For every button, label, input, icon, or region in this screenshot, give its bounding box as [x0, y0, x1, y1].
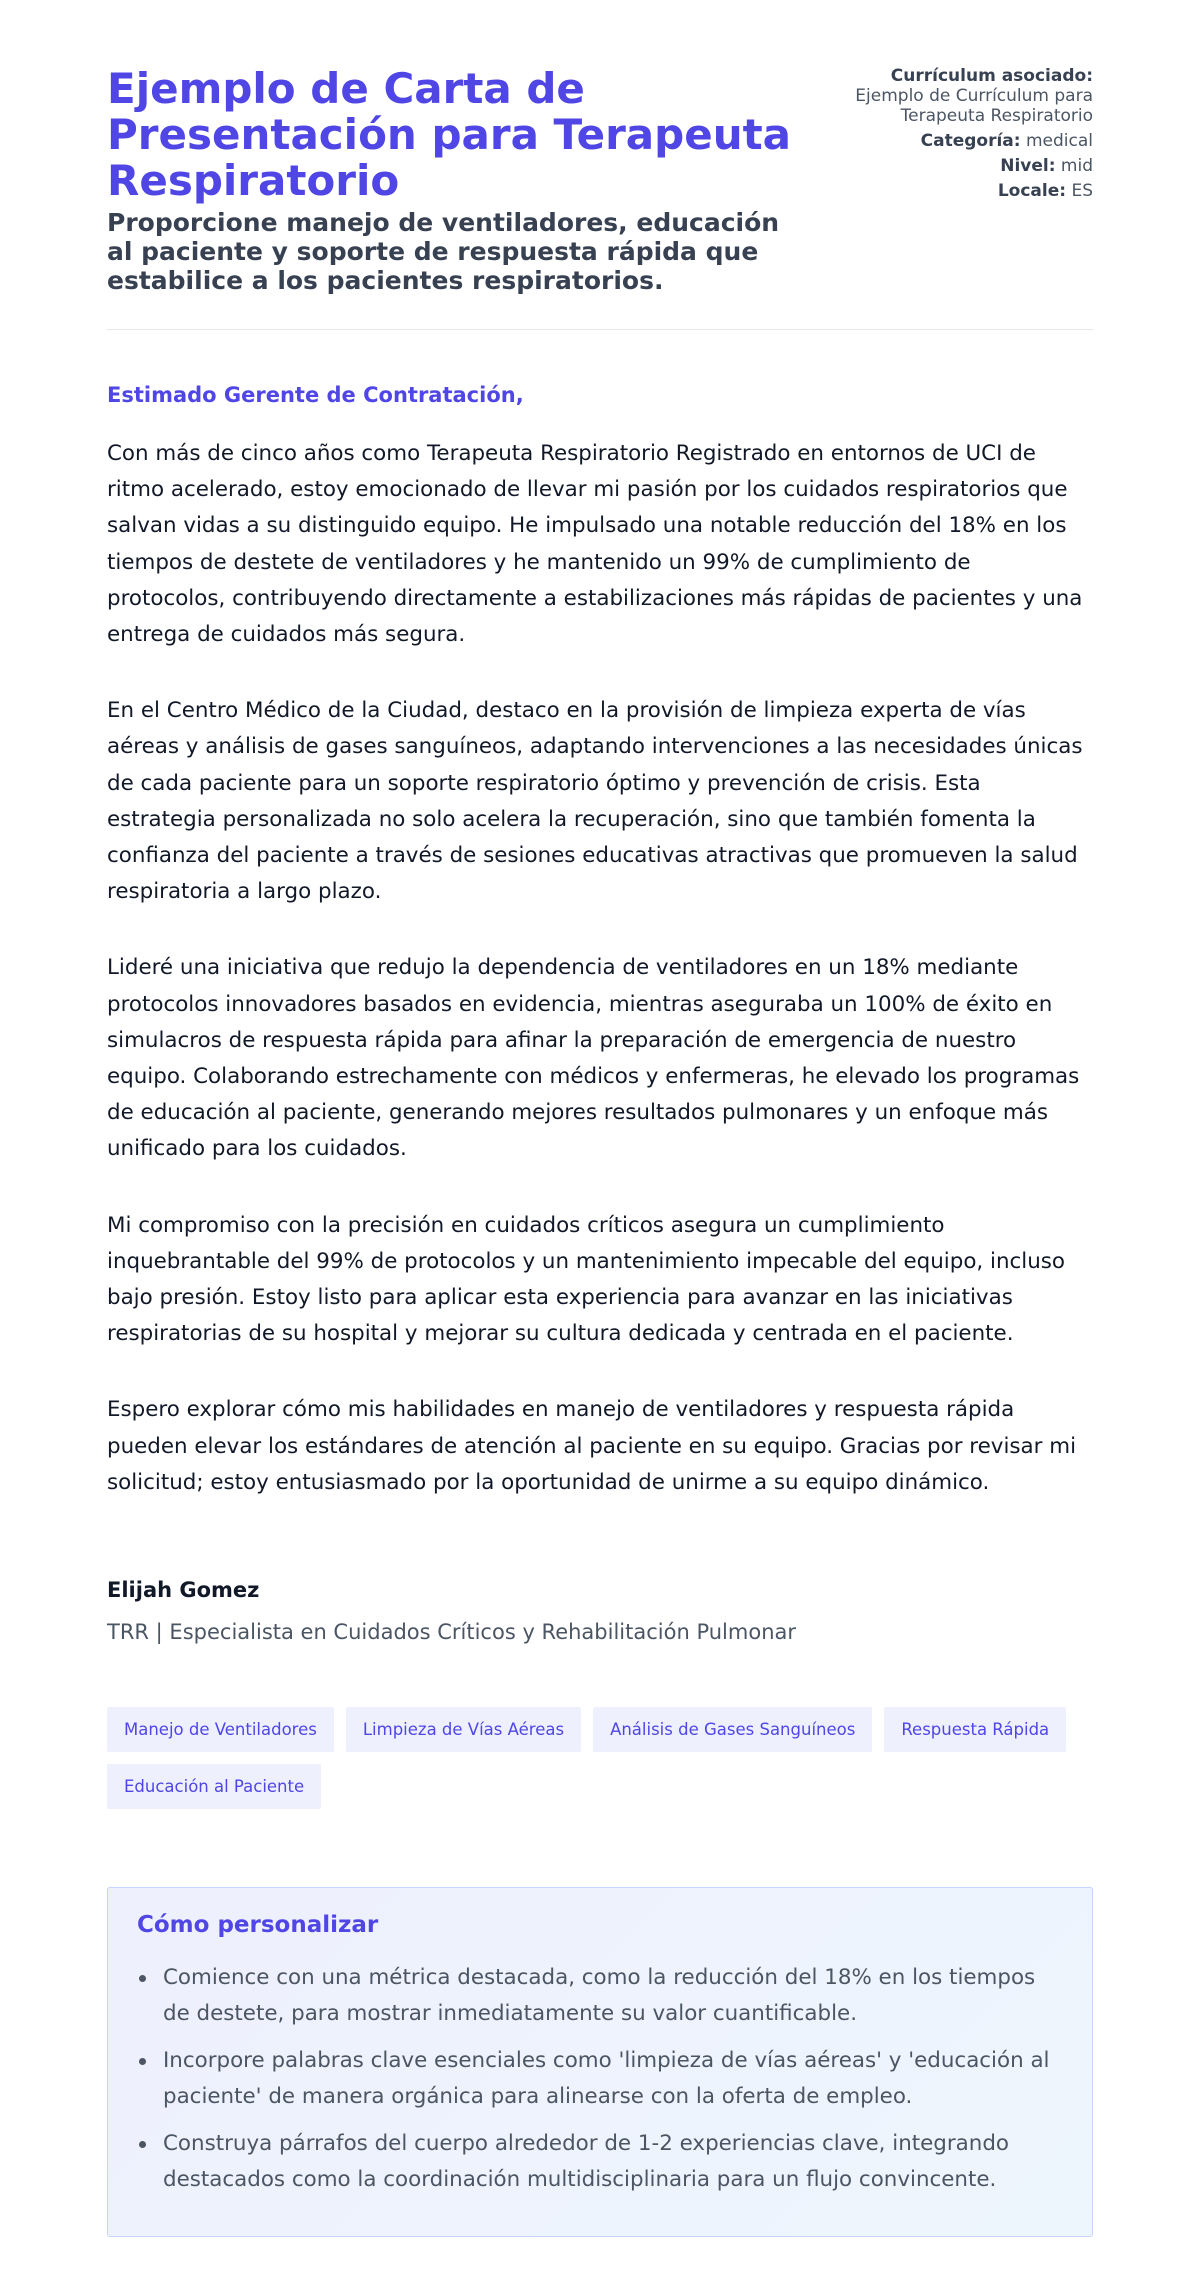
page-subtitle: Proporcione manejo de ventiladores, educación al paciente y soporte de respuesta rápida que estabilice a los pacientes respiratorios.	[107, 208, 780, 295]
metadata-panel	[813, 66, 1093, 206]
salutation: Estimado Gerente de Contratación,	[107, 383, 524, 407]
meta-locale-label: Locale:	[997, 181, 1067, 201]
letter-paragraph: Mi compromiso con la precisión en cuidados críticos asegura un cumplimiento inquebrantable del 99% de protocolos y un mantenimiento impecable del equipo, incluso bajo presión. Estoy listo para aplicar esta experiencia para avanzar en las iniciativas respiratorias de su hospital y mejorar su cultura dedicada y centrada en el paciente.	[107, 1212, 1065, 1347]
meta-locale	[813, 181, 1093, 201]
meta-resume-label: Currículum asociado:	[890, 66, 1093, 86]
header-title-block	[107, 66, 807, 295]
page-title: Ejemplo de Carta de Presentación para Terapeuta Respiratorio	[107, 64, 792, 205]
skill-tag: Limpieza de Vías Aéreas	[346, 1707, 581, 1752]
meta-level-label: Nivel:	[1000, 156, 1056, 176]
meta-resume-value: Ejemplo de Currículum para Terapeuta Respiratorio	[855, 86, 1093, 126]
customization-tips	[107, 1887, 1093, 2237]
letter-body	[107, 382, 1093, 1501]
letter-paragraph: Lideré una iniciativa que redujo la dependencia de ventiladores en un 18% mediante protocolos innovadores basados en evidencia, mientras aseguraba un 100% de éxito en simulacros de respuesta rápida para afinar la preparación de emergencia de nuestro equipo. Colaborando estrechamente con médicos y enfermeras, he elevado los programas de educación al paciente, generando mejores resultados pulmonares y un enfoque más unificado para los cuidados.	[107, 955, 1080, 1162]
document-header	[107, 66, 1093, 330]
meta-category-value: medical	[1025, 131, 1093, 151]
meta-category-label: Categoría:	[920, 131, 1021, 151]
tips-title: Cómo personalizar	[137, 1912, 379, 1939]
signature-title: TRR | Especialista en Cuidados Críticos y Rehabilitación Pulmonar	[107, 1620, 797, 1645]
meta-resume	[813, 66, 1093, 126]
tips-list	[137, 1960, 1063, 2198]
skill-tag: Respuesta Rápida	[884, 1707, 1066, 1752]
skill-tags	[107, 1707, 1093, 1809]
letter-paragraph: Espero explorar cómo mis habilidades en manejo de ventiladores y respuesta rápida pueden elevar los estándares de atención al paciente en su equipo. Gracias por revisar mi solicitud; estoy entusiasmado por la oportunidad de unirme a su equipo dinámico.	[107, 1397, 1077, 1495]
meta-level	[813, 156, 1093, 176]
signature-block	[107, 1577, 1093, 1645]
meta-level-value: mid	[1060, 156, 1093, 176]
skill-tag: Educación al Paciente	[107, 1764, 321, 1809]
tip-item: Incorpore palabras clave esenciales como 'limpieza de vías aéreas' y 'educación al paciente' de manera orgánica para alinearse con la oferta de empleo.	[163, 2043, 1063, 2115]
meta-category	[813, 131, 1093, 151]
skill-tag: Análisis de Gases Sanguíneos	[593, 1707, 872, 1752]
letter-paragraph: Con más de cinco años como Terapeuta Respiratorio Registrado en entornos de UCI de ritmo acelerado, estoy emocionado de llevar mi pasión por los cuidados respiratorios que salvan vidas a su distinguido equipo. He impulsado una notable reducción del 18% en los tiempos de destete de ventiladores y he mantenido un 99% de cumplimiento de protocolos, contribuyendo directamente a estabilizaciones más rápidas de pacientes y una entrega de cuidados más segura.	[107, 441, 1083, 648]
signature-name: Elijah Gomez	[107, 1578, 260, 1603]
meta-locale-value: ES	[1071, 181, 1093, 201]
skill-tag: Manejo de Ventiladores	[107, 1707, 334, 1752]
tip-item: Comience con una métrica destacada, como la reducción del 18% en los tiempos de destete, para mostrar inmediatamente su valor cuantificable.	[163, 1960, 1063, 2032]
tip-item: Construya párrafos del cuerpo alrededor de 1-2 experiencias clave, integrando destacados como la coordinación multidisciplinaria para un flujo convincente.	[163, 2126, 1063, 2198]
letter-paragraph: En el Centro Médico de la Ciudad, destaco en la provisión de limpieza experta de vías aéreas y análisis de gases sanguíneos, adaptando intervenciones a las necesidades únicas de cada paciente para un soporte respiratorio óptimo y prevención de crisis. Esta estrategia personalizada no solo acelera la recuperación, sino que también fomenta la confianza del paciente a través de sesiones educativas atractivas que promueven la salud respiratoria a largo plazo.	[107, 698, 1083, 905]
